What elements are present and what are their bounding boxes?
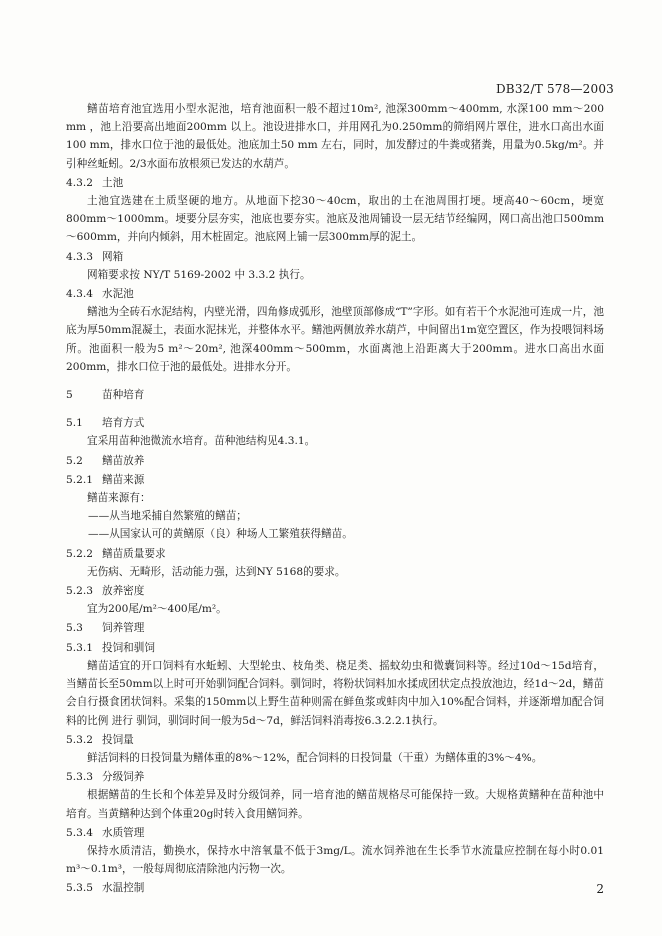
- paragraph: 鳝苗适宜的开口饲料有水蚯蚓、大型轮虫、枝角类、桡足类、摇蚊幼虫和微囊饲料等。经过10d～15d培育，当鳝苗长至50mm以上时可开始驯饲配合饲料。驯饲时，将粉状饲料加水揉成团状定点投放池边，经1d～2d，鳝苗会自行摄食团状饲料。采集的150mm以上野生苗种则需在鲜鱼浆或蚌肉中加入10%配合饲料，并逐渐增加配合饲料的比例 进行 驯饲，驯饲时间一般为5d～7d，鲜活饲料消毒按6.3.2.2.1执行。: [66, 659, 604, 727]
- section-heading: [66, 414, 604, 432]
- heading-number: 4.3.2: [66, 176, 93, 189]
- section-heading: [66, 582, 604, 600]
- paragraph: 宜采用苗种池微流水培育。苗种池结构见4.3.1。: [87, 435, 316, 448]
- heading-number: 5.2.2: [66, 547, 93, 560]
- document-body: [66, 100, 604, 898]
- paragraph: 鲜活饲料的日投饲量为鳝体重的8%～12%，配合饲料的日投饲量（干重）为鳝体重的3%～4%。: [87, 751, 543, 764]
- heading-number: 5.1: [66, 417, 83, 430]
- heading-title: 分级饲养: [102, 771, 145, 784]
- heading-number: 5.3.2: [66, 733, 93, 746]
- section-heading: [66, 285, 604, 303]
- section-heading: [66, 471, 604, 489]
- paragraph: 网箱要求按 NY/T 5169-2002 中 3.3.2 执行。: [87, 268, 311, 281]
- heading-number: 5.2.3: [66, 585, 93, 598]
- heading-title: 土池: [102, 176, 124, 189]
- list-item: ——从当地采捕自然繁殖的鳝苗；: [88, 510, 247, 523]
- heading-number: 4.3.4: [66, 288, 93, 301]
- paragraph: 鳝池为全砖石水泥结构，内壁光滑，四角修成弧形，池壁顶部修成“T”字形。如有若干个水泥池可连成一片，池底为厚50mm混凝土，表面水泥抹光，并整体水平。鳝池两侧放养水葫芦，中间留出1m宽空置区，作为投喂饲料场所。池面积一般为5 m²～20m², 池深400mm～500mm，水面离池上沿距离大于200mm。进水口高出水面200mm，排水口位于池的最低处。进排水分开。: [66, 306, 604, 373]
- heading-title: 水温控制: [102, 882, 145, 895]
- heading-title: 饲养管理: [102, 622, 145, 635]
- heading-title: 投饲量: [102, 733, 134, 746]
- heading-number: 5.3.5: [66, 882, 93, 895]
- heading-title: 放养密度: [102, 585, 145, 598]
- section-heading: [66, 731, 604, 749]
- standard-code: DB32/T 578—2003: [495, 82, 614, 96]
- heading-title: 苗种培育: [102, 389, 145, 402]
- list-item: ——从国家认可的黄鳝原（良）种场人工繁殖获得鳝苗。: [88, 528, 353, 541]
- paragraph: 保持水质清洁，勤换水，保持水中溶氧量不低于3mg/L。流水饲养池在生长季节水流量应控制在每小时0.01 m³～0.1m³，一般每周彻底清除池内污物一次。: [66, 844, 604, 876]
- paragraph: 根据鳝苗的生长和个体差异及时分级饲养，同一培育池的鳝苗规格尽可能保持一致。大规格黄鳝种在苗种池中培育。当黄鳝种达到个体重20g时转入食用鳝饲养。: [66, 789, 604, 820]
- heading-number: 5: [66, 389, 73, 402]
- heading-number: 5.3.4: [66, 826, 93, 839]
- chapter-heading: [66, 386, 604, 404]
- section-heading: [66, 824, 604, 842]
- heading-number: 5.3.3: [66, 771, 93, 784]
- heading-number: 4.3.3: [66, 250, 93, 263]
- section-heading: [66, 452, 604, 470]
- heading-title: 投饲和驯饲: [102, 641, 155, 654]
- section-heading: [66, 248, 604, 266]
- heading-title: 鳝苗来源: [102, 473, 145, 486]
- section-heading: [66, 879, 604, 897]
- section-heading: [66, 619, 604, 637]
- heading-title: 水质管理: [102, 826, 145, 839]
- heading-title: 鳝苗放养: [102, 454, 145, 467]
- heading-number: 5.3.1: [66, 641, 93, 654]
- heading-title: 水泥池: [102, 288, 134, 301]
- section-heading: [66, 768, 604, 786]
- paragraph: 鳝苗培育池宜选用小型水泥池，培育池面积一般不超过10m², 池深300mm～400mm, 水深100 mm～200 mm ，池上沿要高出地面200mm 以上。池设进排水口，并用网孔为0.250mm的筛绢网片罩住，进水口高出水面100 mm，排水口位于池的最低处。池底加土50 mm 左右，同时，加发酵过的牛粪或猪粪，用量为0.5kg/m²。并引种丝蚯蚓。2/3水面布放根须已发达的水葫芦。: [66, 103, 604, 170]
- heading-number: 5.2: [66, 454, 83, 467]
- page-number: 2: [596, 882, 604, 896]
- paragraph: 无伤病、无畸形，活动能力强，达到NY 5168的要求。: [87, 565, 346, 578]
- paragraph: 鳝苗来源有：: [87, 492, 151, 505]
- heading-number: 5.2.1: [66, 473, 93, 486]
- section-heading: [66, 639, 604, 657]
- heading-title: 网箱: [102, 250, 124, 263]
- heading-title: 鳝苗质量要求: [102, 547, 166, 560]
- section-heading: [66, 545, 604, 563]
- paragraph: 宜为200尾/m²～400尾/m²。: [87, 603, 227, 616]
- heading-number: 5.3: [66, 622, 83, 635]
- paragraph: 土池宜选建在土质坚硬的地方。从地面下挖30～40cm，取出的土在池周围打埂。埂高40～60cm，埂宽800mm～1000mm。埂要分层夯实，池底也要夯实。池底及池周铺设一层无结节经编网，网口高出池口500mm～600mm，并向内倾斜，用木桩固定。池底网上铺一层300mm厚的泥土。: [66, 195, 604, 244]
- heading-title: 培育方式: [102, 417, 145, 430]
- section-heading: [66, 174, 604, 192]
